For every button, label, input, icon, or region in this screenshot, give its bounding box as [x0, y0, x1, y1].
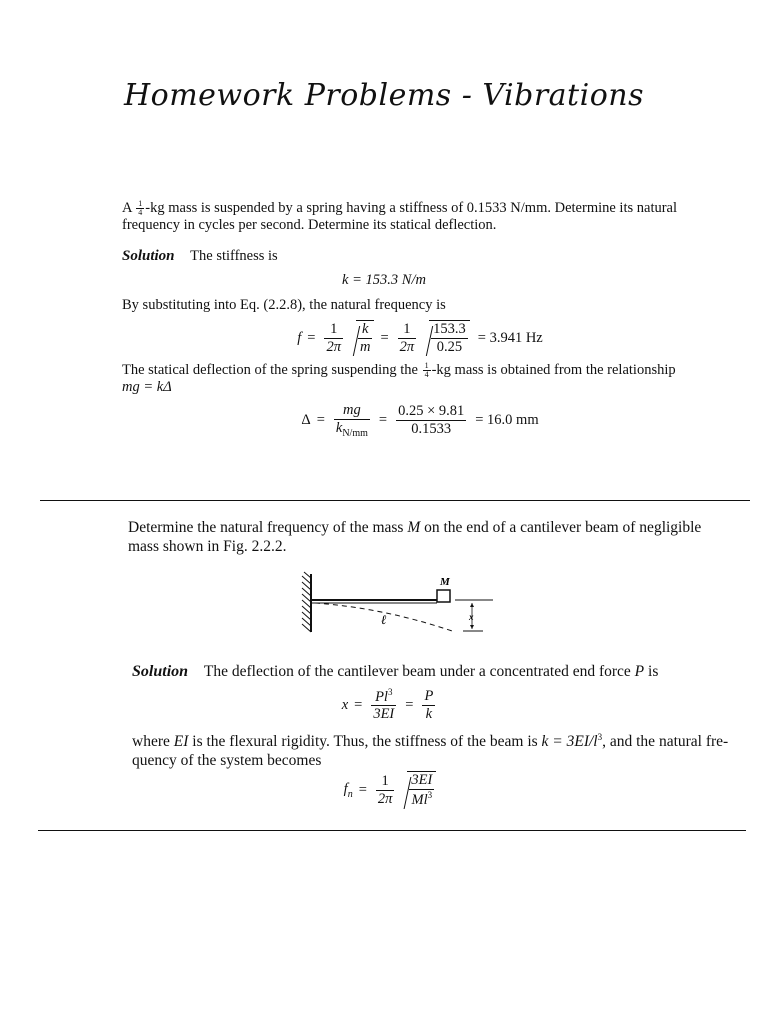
- page-title: Homework Problems - Vibrations: [123, 78, 644, 113]
- cantilever-figure: [295, 570, 505, 640]
- problem2-statement: Determine the natural frequency of the mass M on the end of a cantilever beam of negligible mass shown in Fig. 2.2.2.: [128, 519, 702, 555]
- stiffness-equation: k = 153.3 N/m: [342, 272, 426, 288]
- deflection-equation: Δ = $\frac{mg}{k_{N/mm}}$ = $\frac{0.25 \times 9.81}{0.1533}$ = 16.0 mm: [301, 401, 539, 439]
- wall-icon: [302, 572, 311, 632]
- divider: [40, 500, 750, 501]
- divider: [38, 830, 746, 831]
- problem1-line1: A $\frac{1}{4}$ -kg mass is suspended by a spring having a stiffness of 0.1533 N/mm. Determine its natural: [122, 199, 678, 218]
- solution-label: Solution: [122, 248, 175, 264]
- beam-icon: [311, 600, 437, 603]
- natural-frequency-formula: $f_n$ = $\frac{1}{2\pi}$ $\frac{3EI}{Ml^3}$: [270, 768, 510, 812]
- solution1-header: [122, 248, 278, 265]
- stiffness-text: where EI is the flexural rigidity. Thus, the stiffness of the beam is $k = 3EI/l^3$, and the natural fre- quency of the system becomes: [132, 732, 729, 770]
- problem1-line2: frequency in cycles per second. Determine its statical deflection.: [122, 217, 497, 234]
- deflection-formula: x = $\frac{Pl^3}{3EI}$ = $\frac{P}{k}$: [341, 686, 434, 723]
- problem1-statement: [122, 200, 722, 234]
- mass-icon: [437, 590, 450, 602]
- deflection-label: x: [469, 612, 474, 622]
- frequency-equation: f = $\frac{1}{2\pi}$ $\frac{k}{m}$ = $\frac{1}{2\pi}$ $\frac{153.3}{0.25}$ = 3.941 Hz: [297, 320, 543, 355]
- length-label: ℓ: [381, 612, 387, 627]
- substituting-text: By substituting into Eq. (2.2.8), the natural frequency is: [122, 297, 446, 313]
- solution1-intro: The stiffness is: [190, 248, 278, 264]
- mass-label: M: [440, 576, 450, 588]
- solution2-header: Solution The deflection of the cantilever beam under a concentrated end force P is: [132, 663, 659, 680]
- deflection-text: The statical deflection of the spring suspending the $\frac{1}{4}$ -kg mass is obtained from the relationship mg = kΔ: [122, 361, 676, 396]
- quarter-fraction: $\frac{1}{4}$: [138, 199, 143, 218]
